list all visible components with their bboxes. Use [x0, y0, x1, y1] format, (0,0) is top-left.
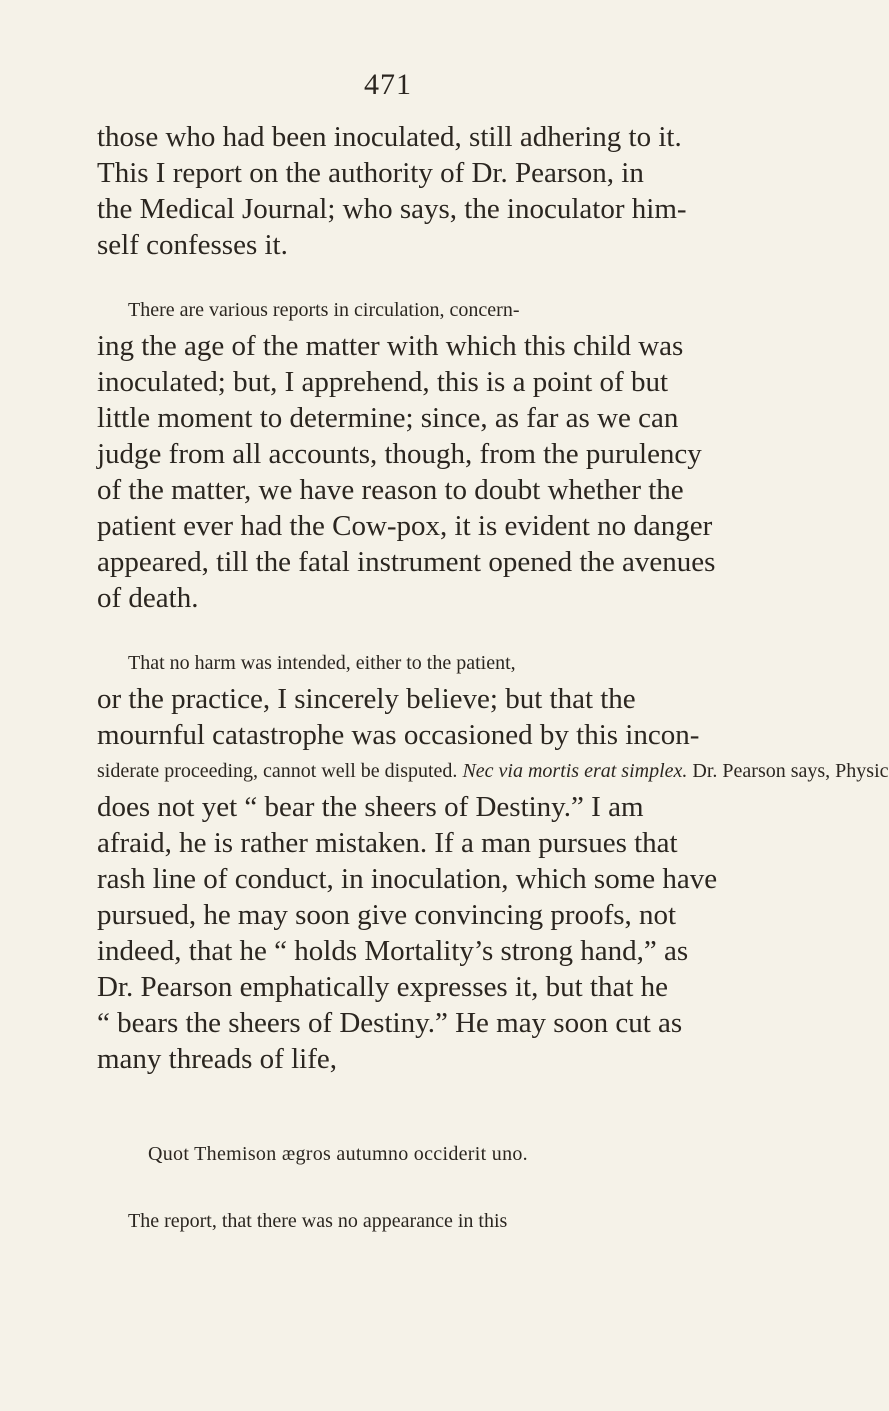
text-line: those who had been inoculated, still adhering to it.: [97, 121, 682, 153]
page-number: 471: [364, 68, 412, 101]
text-line: afraid, he is rather mistaken. If a man pursues that: [97, 827, 678, 859]
text-line: inoculated; but, I apprehend, this is a point of but: [97, 366, 669, 398]
text-line: the Medical Journal; who says, the inoculator him-: [97, 193, 687, 225]
text-line: The report, that there was no appearance in this: [128, 1210, 508, 1232]
text-line: of death.: [97, 582, 199, 614]
text-line: Dr. Pearson emphatically expresses it, but that he: [97, 971, 668, 1003]
text-line: This I report on the authority of Dr. Pearson, in: [97, 157, 644, 189]
text-line: There are various reports in circulation, concern-: [128, 299, 520, 321]
text-line: many threads of life,: [97, 1043, 337, 1075]
latin-phrase: Nec via mortis erat simplex.: [462, 760, 688, 782]
text-line: self confesses it.: [97, 229, 288, 261]
text-line: pursued, he may soon give convincing proofs, not: [97, 899, 677, 931]
text-line: patient ever had the Cow-pox, it is evident no danger: [97, 510, 713, 542]
text-line: “ bears the sheers of Destiny.” He may soon cut as: [97, 1007, 683, 1039]
text-segment: siderate proceeding, cannot well be disputed.: [97, 760, 458, 782]
text-line: does not yet “ bear the sheers of Destiny.” I am: [97, 791, 644, 823]
text-line: little moment to determine; since, as far as we can: [97, 402, 679, 434]
latin-quotation: Quot Themison ægros autumno occiderit uno.: [148, 1143, 528, 1165]
text-line: rash line of conduct, in inoculation, which some have: [97, 863, 718, 895]
text-line: of the matter, we have reason to doubt whether the: [97, 474, 684, 506]
text-line: [97, 753, 889, 789]
text-line: or the practice, I sincerely believe; but that the: [97, 683, 636, 715]
text-line: ing the age of the matter with which this child was: [97, 330, 684, 362]
text-segment: Dr. Pearson says, Physic: [692, 760, 889, 782]
text-line: That no harm was intended, either to the patient,: [128, 652, 516, 674]
text-line: appeared, till the fatal instrument opened the avenues: [97, 546, 716, 578]
text-line: mournful catastrophe was occasioned by this incon-: [97, 719, 700, 751]
text-line: judge from all accounts, though, from the purulency: [97, 438, 702, 470]
text-line: indeed, that he “ holds Mortality’s strong hand,” as: [97, 935, 689, 967]
